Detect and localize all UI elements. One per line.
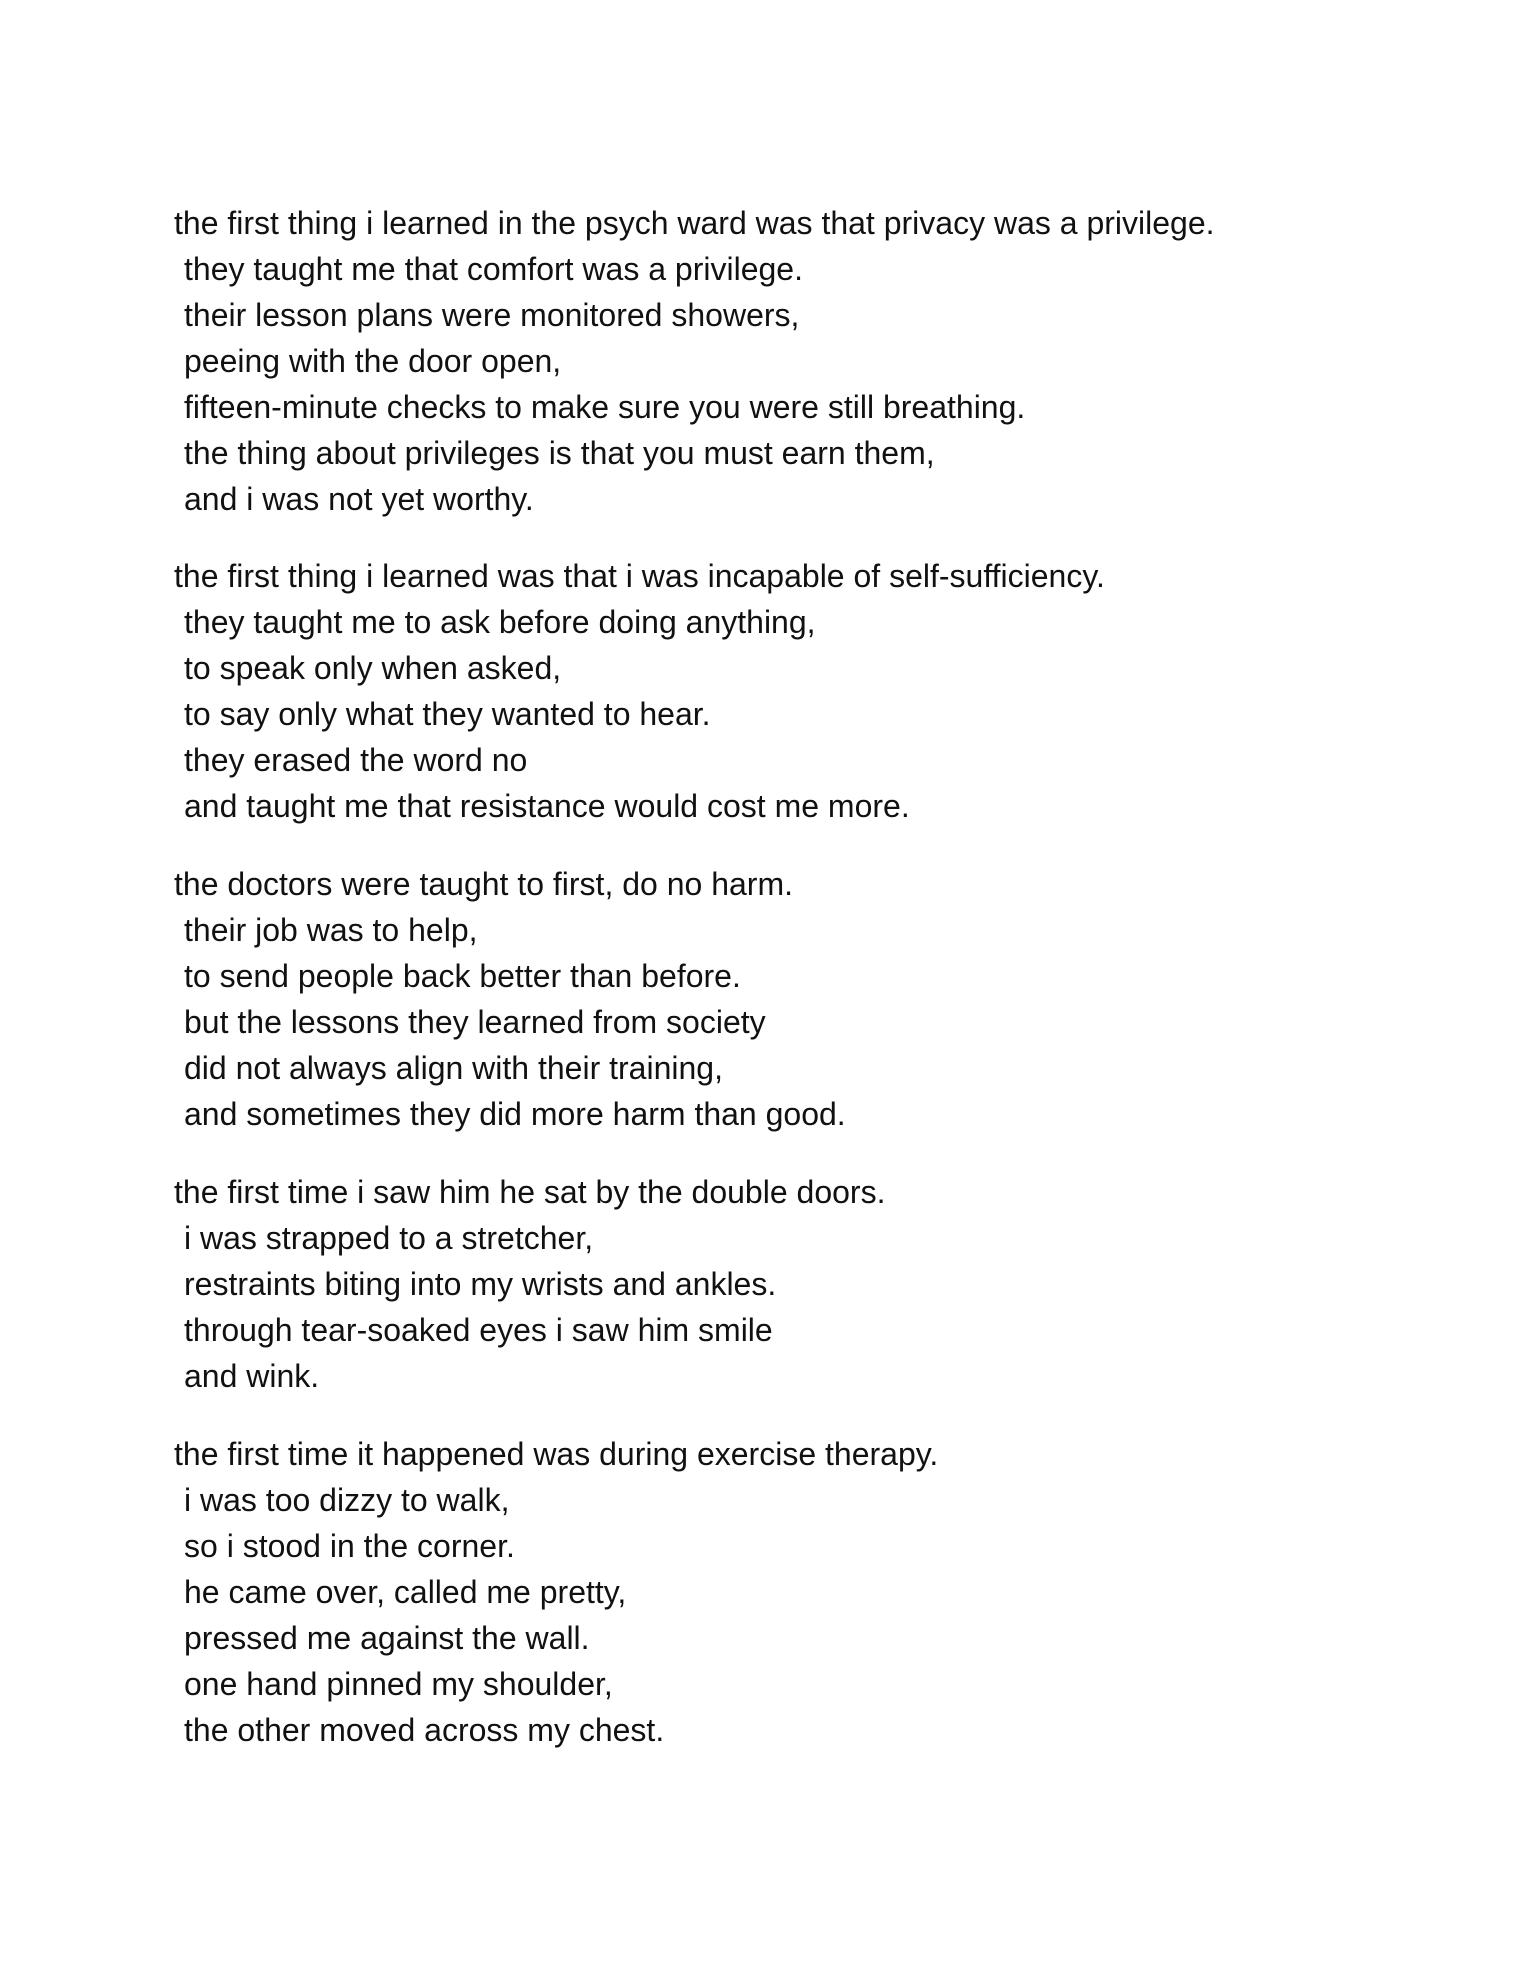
poem-line: through tear-soaked eyes i saw him smile: [184, 1312, 773, 1348]
poem-line: the doctors were taught to first, do no harm.: [174, 866, 793, 902]
poem-line: their job was to help,: [184, 912, 478, 948]
poem-line: he came over, called me pretty,: [184, 1574, 627, 1610]
poem-line: to speak only when asked,: [184, 650, 562, 686]
stanza-2: [174, 553, 1424, 829]
poem-line: so i stood in the corner.: [184, 1528, 515, 1564]
poem-line: did not always align with their training,: [184, 1050, 723, 1086]
stanza-3: [174, 861, 1424, 1137]
poem-line: restraints biting into my wrists and ankles.: [184, 1266, 777, 1302]
poem-line: peeing with the door open,: [184, 343, 562, 379]
poem-line: the first thing i learned was that i was incapable of self-sufficiency.: [174, 558, 1105, 594]
poem-line: pressed me against the wall.: [184, 1620, 590, 1656]
poem-line: i was strapped to a stretcher,: [184, 1220, 594, 1256]
poem-line: i was too dizzy to walk,: [184, 1482, 510, 1518]
poem-line: and wink.: [184, 1358, 320, 1394]
poem-line: the first time it happened was during exercise therapy.: [174, 1436, 939, 1472]
poem-line: they taught me to ask before doing anything,: [184, 604, 816, 640]
poem-line: the other moved across my chest.: [184, 1712, 665, 1748]
poem-line: their lesson plans were monitored showers,: [184, 297, 800, 333]
poem-line: the first thing i learned in the psych ward was that privacy was a privilege.: [174, 205, 1215, 241]
poem-line: to say only what they wanted to hear.: [184, 696, 711, 732]
poem-line: but the lessons they learned from society: [184, 1004, 766, 1040]
poem-line: fifteen-minute checks to make sure you were still breathing.: [184, 389, 1026, 425]
poem-line: and sometimes they did more harm than good.: [184, 1096, 846, 1132]
poem-line: one hand pinned my shoulder,: [184, 1666, 613, 1702]
poem-line: and taught me that resistance would cost me more.: [184, 788, 910, 824]
poem-line: they taught me that comfort was a privilege.: [184, 251, 803, 287]
stanza-5: [174, 1431, 1424, 1753]
poem-line: to send people back better than before.: [184, 958, 741, 994]
poem-line: the thing about privileges is that you must earn them,: [184, 435, 935, 471]
stanza-1: [174, 200, 1424, 522]
stanza-4: [174, 1169, 1424, 1399]
poem-line: and i was not yet worthy.: [184, 481, 534, 517]
poem-line: they erased the word no: [184, 742, 528, 778]
poem-line: the first time i saw him he sat by the double doors.: [174, 1174, 886, 1210]
